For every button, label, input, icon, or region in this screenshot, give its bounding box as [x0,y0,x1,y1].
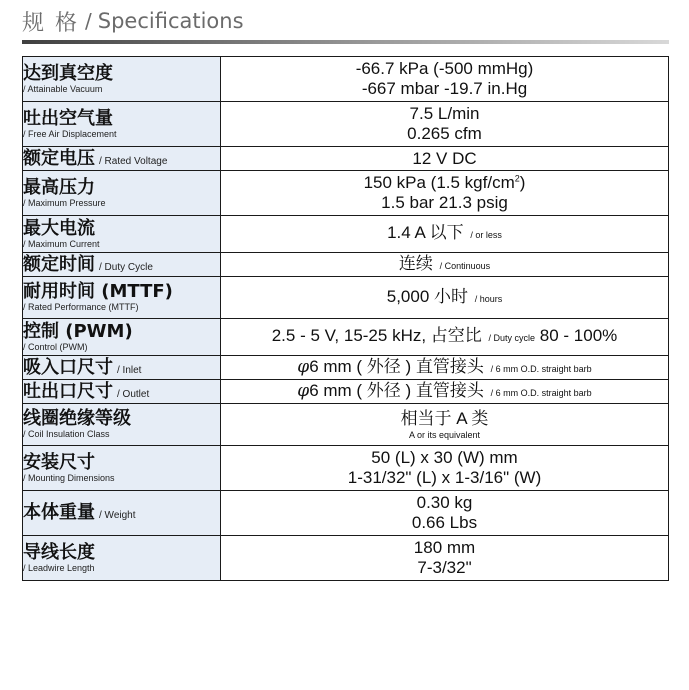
table-row-control-pwm [23,319,669,356]
value-line: 1.5 bar 21.3 psig [381,193,508,212]
value-main: 2.5 - 5 V, 15-25 kHz, 占空比 [271,326,482,345]
label-zh: 吐出空气量 [23,107,113,129]
label-zh: 安装尺寸 [23,451,95,473]
label-en: / Weight [99,510,136,521]
value-line [221,223,668,245]
row-label [23,404,221,446]
row-label [23,319,221,356]
row-label [23,216,221,253]
row-value [221,536,669,581]
label-zh: 控制 (PWM) [23,320,133,342]
value-line: 180 mm [413,538,476,557]
value-main: 6 mm ( 外径 ) 直管接头 [309,380,484,400]
row-label [23,356,221,380]
value-end: 80 - 100% [539,326,618,345]
row-label [23,380,221,404]
label-zh: 达到真空度 [23,62,113,84]
label-en: / Leadwire Length [23,562,95,573]
value-line: 7-3/32" [417,558,472,577]
value-line [221,287,668,309]
value-end: ) [519,173,526,192]
value-line: -66.7 kPa (-500 mmHg) [355,59,534,78]
value-line [221,326,668,348]
label-zh: 吐出口尺寸 [23,380,113,402]
row-value [221,491,669,536]
label-en: / Rated Performance (MTTF) [23,302,139,312]
table-row-mttf [23,277,669,319]
value-line: 1-31/32" (L) x 1-3/16" (W) [347,468,542,487]
label-en: / Inlet [117,364,142,376]
row-label [23,102,221,147]
label-zh: 本体重量 [23,502,95,523]
row-value [221,57,669,102]
row-value [221,171,669,216]
label-en: / Outlet [117,388,150,400]
row-value [221,216,669,253]
value-line [221,357,668,379]
row-value [221,147,669,171]
value-line: 12 V DC [412,148,477,168]
label-en: / Control (PWM) [23,341,88,352]
label-zh: 额定电压 [23,147,95,169]
phi-symbol: φ [297,380,310,401]
row-value [221,404,669,446]
row-value [221,102,669,147]
row-label [23,147,221,171]
value-sub: A or its equivalent [408,429,481,440]
title-separator: / [85,9,92,33]
value-line [221,381,668,403]
value-line: 0.30 kg [416,493,473,512]
value-line: 7.5 L/min [409,104,480,123]
row-label [23,171,221,216]
value-line: 相当于 A 类 [400,408,489,428]
value-note: / 6 mm O.D. straight barb [490,387,592,398]
value-note: / Duty cycle [488,333,536,343]
table-row-maximum-pressure [23,171,669,216]
label-en: / Mounting Dimensions [23,472,115,483]
row-value [221,446,669,491]
value-main: 5,000 小时 [386,286,468,306]
table-row-weight [23,491,669,536]
value-note: / hours [474,293,503,304]
value-line: 0.66 Lbs [411,513,478,532]
label-en: / Free Air Displacement [23,128,117,139]
row-value [221,380,669,404]
value-line: -667 mbar -19.7 in.Hg [361,79,528,98]
table-row-free-air-displacement [23,102,669,147]
value-line: 50 (L) x 30 (W) mm [371,448,518,467]
value-main: 150 kPa (1.5 kgf/cm [363,173,515,192]
value-note: / 6 mm O.D. straight barb [490,363,592,374]
value-note: / or less [470,230,502,240]
row-value [221,253,669,277]
label-en: / Maximum Pressure [23,197,106,208]
value-main: 6 mm ( 外径 ) 直管接头 [309,356,484,376]
label-zh: 额定时间 [23,253,95,275]
row-label [23,491,221,536]
value-note: / Continuous [439,260,491,271]
row-label [23,277,221,319]
row-label [23,536,221,581]
row-value [221,277,669,319]
table-row-outlet [23,380,669,404]
label-zh: 最大电流 [23,217,95,239]
label-en: / Rated Voltage [99,155,168,167]
label-zh: 耐用时间 (MTTF) [23,281,173,302]
section-title-zh: 规 格 [22,10,79,36]
value-main: 连续 [398,253,433,273]
table-row-duty-cycle [23,253,669,277]
table-row-leadwire-length [23,536,669,581]
label-en: / Maximum Current [23,238,100,249]
label-en: / Duty Cycle [99,261,153,273]
row-value [221,319,669,356]
table-row-mounting-dimensions [23,446,669,491]
table-row-rated-voltage [23,147,669,171]
label-zh: 线圈绝缘等级 [23,408,131,429]
superscript-exponent: 2 [514,173,520,184]
row-value [221,356,669,380]
spec-table [22,56,669,581]
label-en: / Coil Insulation Class [23,429,110,439]
label-zh: 吸入口尺寸 [23,356,113,378]
table-row-attainable-vacuum [23,57,669,102]
section-title-en: Specifications [97,9,244,33]
table-row-inlet [23,356,669,380]
header-divider [22,40,669,44]
section-header [22,4,244,38]
label-zh: 最高压力 [23,176,95,198]
value-line [221,254,668,276]
value-line: 0.265 cfm [407,124,482,143]
row-label [23,57,221,102]
table-row-coil-insulation [23,404,669,446]
label-en: / Attainable Vacuum [23,83,103,94]
value-main: 1.4 A 以下 [387,223,464,242]
row-label [23,446,221,491]
label-zh: 导线长度 [23,541,95,563]
row-label [23,253,221,277]
value-line [221,173,668,193]
table-row-maximum-current [23,216,669,253]
phi-symbol: φ [297,356,310,377]
